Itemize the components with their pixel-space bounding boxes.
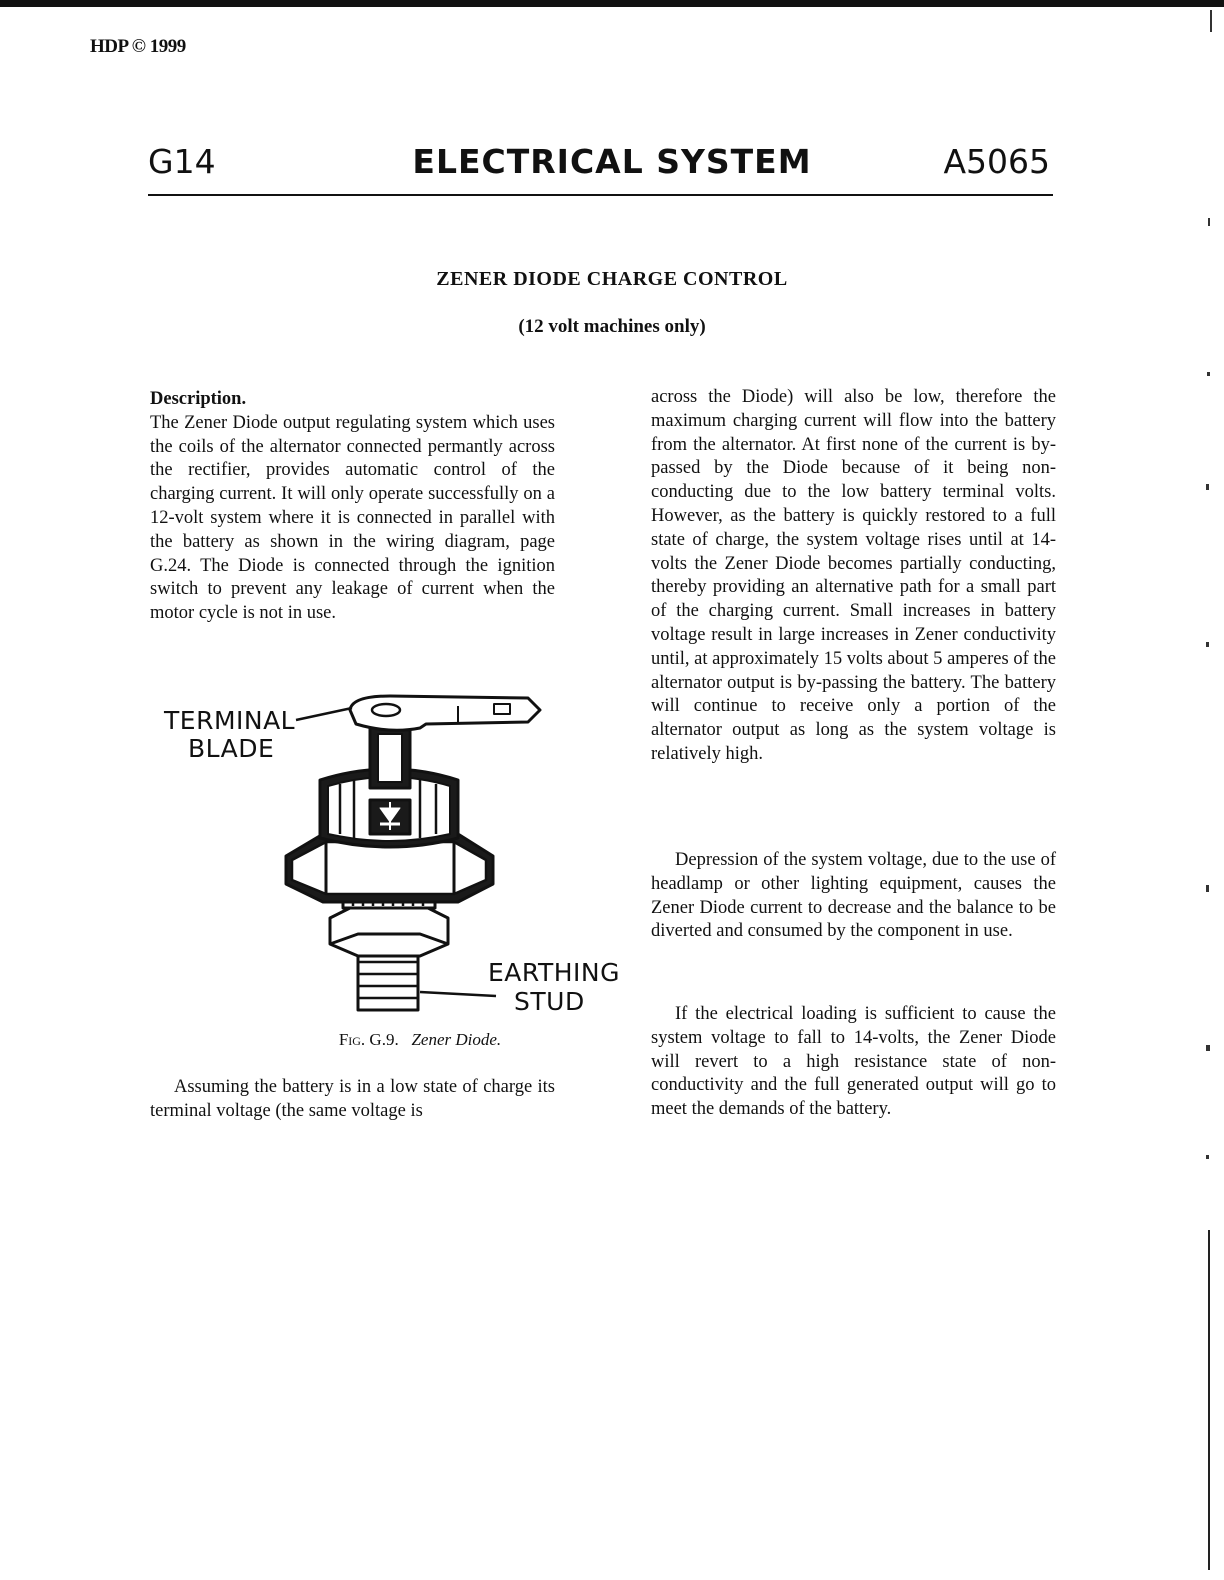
terminal-label-line2: BLADE xyxy=(188,734,275,763)
figure-caption xyxy=(150,1030,690,1050)
document-code: A5065 xyxy=(943,142,1050,181)
page-subtitle: (12 volt machines only) xyxy=(518,316,706,337)
left-column xyxy=(150,388,555,626)
earthing-label-line1: EARTHING xyxy=(488,958,620,987)
scan-right-edge xyxy=(1208,1230,1210,1570)
right-column xyxy=(651,386,1056,767)
battery-paragraph: Assuming the battery is in a low state of charge its terminal voltage (the same voltage is xyxy=(150,1077,555,1121)
loading-paragraph: If the electrical loading is sufficient to cause the system voltage to fall to 14-volts, the Zener Diode will revert to a high resistance state of non-conductivity and the full generated output will go to meet the demands of the battery. xyxy=(651,1004,1056,1120)
page-title: ZENER DIODE CHARGE CONTROL xyxy=(436,268,788,290)
figure-number: Fig. G.9. xyxy=(338,1030,399,1049)
figure-name: Zener Diode. xyxy=(411,1030,502,1049)
section-title: ELECTRICAL SYSTEM xyxy=(412,142,812,181)
right-column-bottom xyxy=(651,1003,1056,1122)
earthing-label-line2: STUD xyxy=(514,987,585,1016)
zener-diode-figure xyxy=(158,688,638,1023)
copyright-notice: HDP © 1999 xyxy=(90,36,186,57)
continuation-paragraph: across the Diode) will also be low, therefore the maximum charging current will flow into the battery from the alternator. At first none of the current is by-passed by the Diode because of it being non-conducting due to the low battery terminal volts. However, as the battery is quickly restored to a full state of charge, the system voltage rises until at 14-volts the Zener Diode becomes partially conducting, thereby providing an alternative path for a small part of the charging current. Small increases in battery voltage result in large increases in Zener conductivity until, at approximately 15 volts about 5 amperes of the alternator output is by-passing the battery. The battery will continue to receive only a portion of the alternator output as long as the system voltage is relatively high. xyxy=(651,387,1056,764)
left-column-bottom xyxy=(150,1076,555,1124)
scan-top-edge xyxy=(0,0,1224,7)
terminal-label-line1: TERMINAL xyxy=(164,706,296,735)
header-rule xyxy=(148,194,1053,196)
right-column-middle xyxy=(651,849,1056,944)
depression-paragraph: Depression of the system voltage, due to the use of headlamp or other lighting equipment, causes the Zener Diode current to decrease and the balance to be diverted and consumed by the component in use. xyxy=(651,850,1056,942)
description-paragraph: The Zener Diode output regulating system which uses the coils of the alternator connected permantly across the rectifier, provides automatic control of the charging current. It will only operate successfully on a 12-volt system where it is connected in parallel with the battery as shown in the wiring diagram, page G.24. The Diode is connected through the ignition switch to prevent any leakage of current when the motor cycle is not in use. xyxy=(150,412,555,624)
description-heading: Description. xyxy=(150,389,247,409)
page-number: G14 xyxy=(148,142,216,181)
